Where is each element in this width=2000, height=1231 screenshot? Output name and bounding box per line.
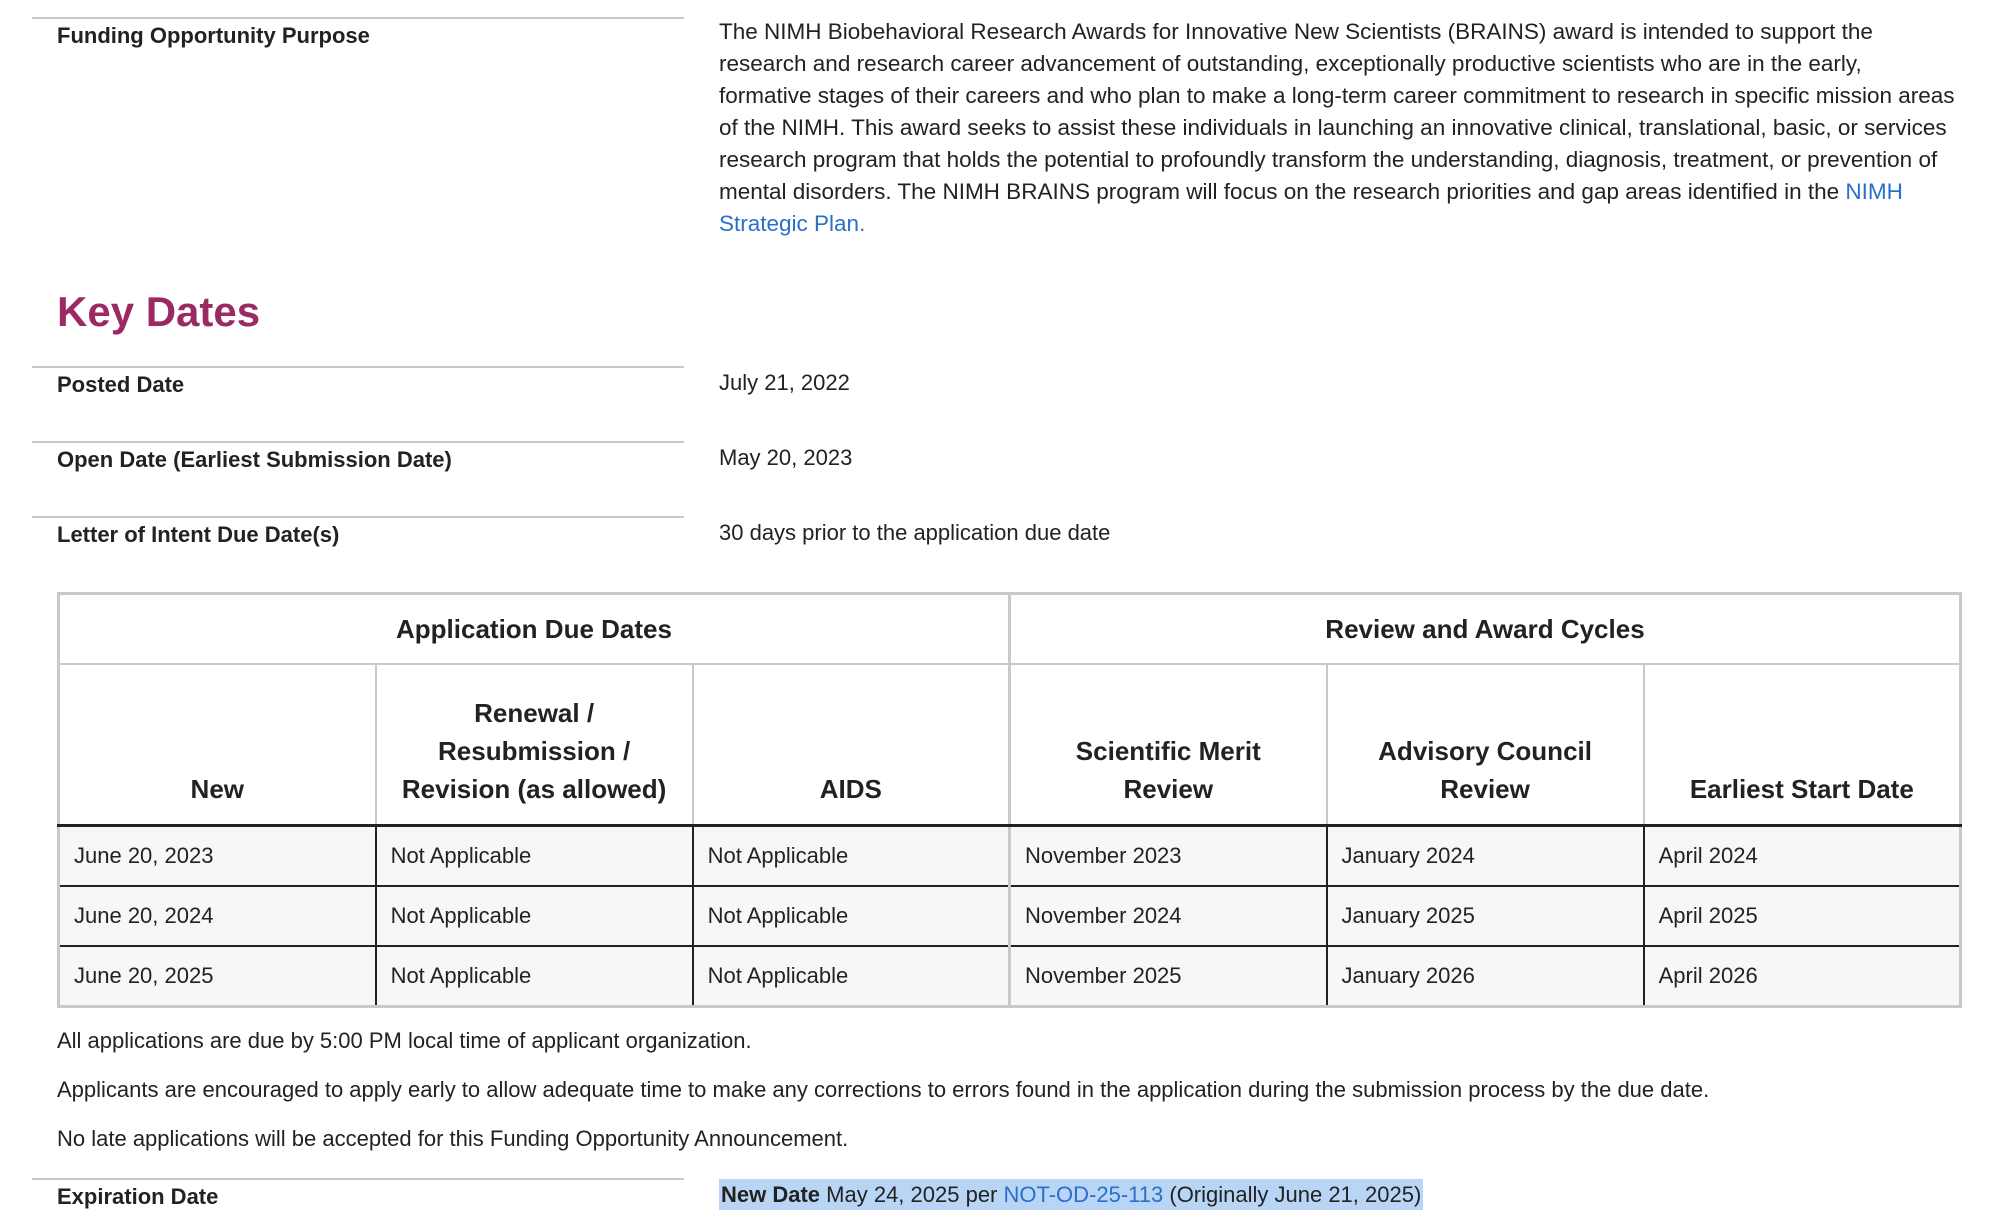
new-date-label: New Date [721,1182,821,1207]
purpose-divider [32,17,684,19]
selected-text [719,1179,1423,1210]
expiration-date-value [719,1182,1423,1208]
column-renewal: Renewal / Resubmission / Revision (as allowed) [376,664,693,826]
note-due-time: All applications are due by 5:00 PM local time of applicant organization. [57,1028,752,1053]
cell-council-review: January 2026 [1327,946,1644,1007]
cell-aids: Not Applicable [693,946,1010,1007]
open-date-label: Open Date (Earliest Submission Date) [57,447,452,472]
open-divider [32,441,684,443]
cell-renewal: Not Applicable [376,946,693,1007]
original-date: (Originally June 21, 2025) [1163,1182,1422,1207]
cell-council-review: January 2024 [1327,826,1644,887]
review-award-cycles-header: Review and Award Cycles [1009,594,1960,665]
open-date-value: May 20, 2023 [719,445,853,470]
note-no-late: No late applications will be accepted for this Funding Opportunity Announcement. [57,1126,849,1151]
posted-date-value: July 21, 2022 [719,370,850,395]
cell-renewal: Not Applicable [376,886,693,946]
column-advisory-council-review: Advisory Council Review [1327,664,1644,826]
posted-divider [32,366,684,368]
cell-merit-review: November 2024 [1009,886,1326,946]
cell-new: June 20, 2024 [59,886,376,946]
new-date-value: May 24, 2025 per [820,1182,1004,1207]
column-aids: AIDS [693,664,1010,826]
cell-merit-review: November 2023 [1009,826,1326,887]
key-dates-heading: Key Dates [57,288,261,335]
table-row [59,826,1961,887]
notice-link[interactable]: NOT-OD-25-113 [1003,1182,1164,1207]
cell-start-date: April 2026 [1644,946,1961,1007]
table-row [59,946,1961,1007]
posted-date-label: Posted Date [57,372,185,397]
cell-new: June 20, 2023 [59,826,376,887]
cell-aids: Not Applicable [693,886,1010,946]
expiration-date-label: Expiration Date [57,1184,219,1209]
column-new: New [59,664,376,826]
purpose-text [719,16,1959,240]
cell-start-date: April 2025 [1644,886,1961,946]
due-dates-table [57,592,1962,1008]
cell-council-review: January 2025 [1327,886,1644,946]
application-due-dates-header: Application Due Dates [59,594,1010,665]
purpose-body: The NIMH Biobehavioral Research Awards for Innovative New Scientists (BRAINS) award is intended to support the research and research career advancement of outstanding, exceptionally productive scientists who are in the early, formative stages of their careers and who plan to make a long-term career commitment to research in specific mission areas of the NIMH. This award seeks to assist these individuals in launching an innovative clinical, translational, basic, or services research program that holds the potential to profoundly transform the understanding, diagnosis, treatment, or prevention of mental disorders. The NIMH BRAINS program will focus on the research priorities and gap areas identified in the [719,19,1955,204]
purpose-label: Funding Opportunity Purpose [57,23,370,48]
column-scientific-merit-review: Scientific Merit Review [1009,664,1326,826]
loi-divider [32,516,684,518]
cell-merit-review: November 2025 [1009,946,1326,1007]
column-earliest-start-date: Earliest Start Date [1644,664,1961,826]
cell-start-date: April 2024 [1644,826,1961,887]
expiration-divider [32,1178,684,1180]
note-apply-early: Applicants are encouraged to apply early to allow adequate time to make any corrections to errors found in the application during the submission process by the due date. [57,1077,1710,1102]
cell-renewal: Not Applicable [376,826,693,887]
cell-new: June 20, 2025 [59,946,376,1007]
table-row [59,886,1961,946]
strategic-plan-link[interactable]: NIMH Strategic Plan. [719,179,1903,236]
loi-date-label: Letter of Intent Due Date(s) [57,522,340,547]
cell-aids: Not Applicable [693,826,1010,887]
loi-date-value: 30 days prior to the application due date [719,520,1111,545]
